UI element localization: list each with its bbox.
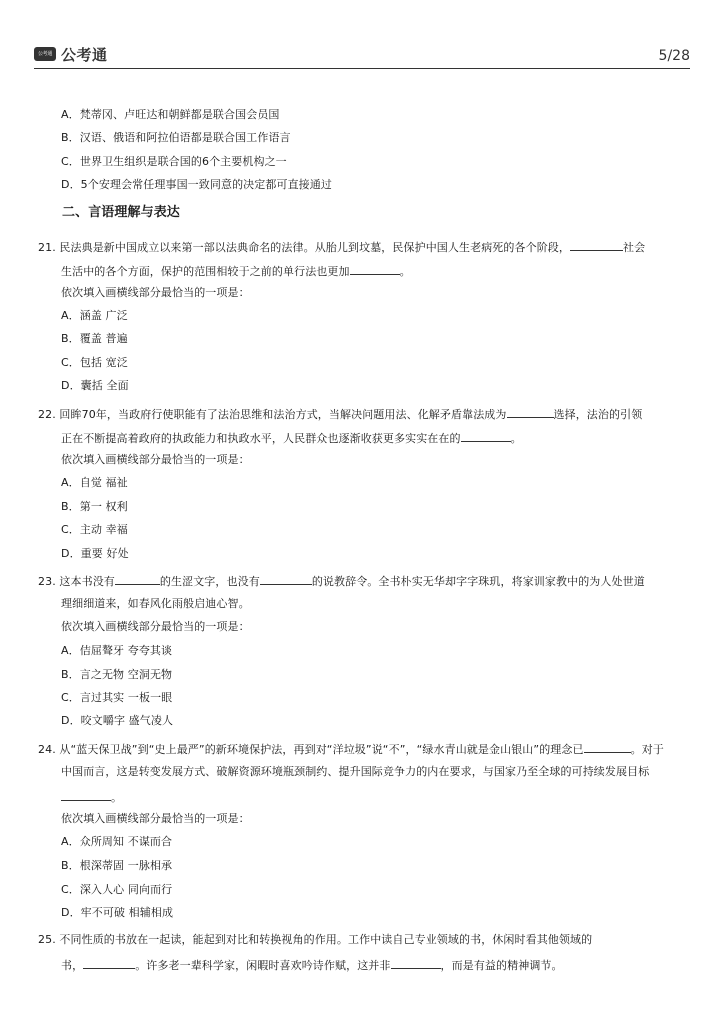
option-b: B．覆盖 普遍 — [61, 332, 128, 345]
question-text: 书， — [61, 959, 84, 972]
answer-blank — [115, 573, 160, 585]
answer-blank — [61, 789, 111, 801]
prev-option-d: D．5个安理会常任理事国一致同意的决定都可直接通过 — [61, 178, 332, 191]
question-number: 24. — [38, 743, 56, 756]
option-a: A．涵盖 广泛 — [61, 309, 128, 322]
page-number: 5/28 — [658, 48, 690, 64]
logo-text: 公考通 — [61, 45, 108, 64]
question-text: 。 — [111, 791, 123, 804]
question-23-line-2: 理细细道来，如春风化雨般启迪心智。 — [61, 597, 250, 610]
answer-blank — [260, 573, 312, 585]
option-c: C．言过其实 一板一眼 — [61, 691, 173, 704]
question-text: 民法典是新中国成立以来第一部以法典命名的法律。从胎儿到坟墓，民保护中国人生老病死的各个阶段， — [59, 241, 571, 254]
question-prompt: 依次填入画横线部分最恰当的一项是： — [61, 453, 250, 466]
question-22-line-1 — [38, 406, 642, 422]
answer-blank — [391, 957, 441, 969]
answer-blank — [350, 263, 400, 275]
question-text: 。 — [399, 265, 411, 278]
question-22-line-2 — [61, 430, 522, 446]
question-prompt: 依次填入画横线部分最恰当的一项是： — [61, 812, 250, 825]
prev-option-a: A．梵蒂冈、卢旺达和朝鲜都是联合国会员国 — [61, 108, 280, 121]
answer-blank — [461, 430, 511, 442]
option-d: D．重要 好处 — [61, 547, 129, 560]
question-number: 21. — [38, 241, 56, 254]
option-c: C．包括 宽泛 — [61, 356, 128, 369]
answer-blank — [584, 741, 631, 753]
option-a: A．众所周知 不谋而合 — [61, 835, 173, 848]
page-header — [34, 44, 690, 69]
option-c: C．主动 幸福 — [61, 523, 128, 536]
question-text: 。对于 — [630, 743, 664, 756]
option-d: D．咬文嚼字 盛气凌人 — [61, 714, 174, 727]
question-text: 生活中的各个方面，保护的范围相较于之前的单行法也更加 — [61, 265, 350, 278]
question-24-line-3 — [61, 789, 122, 805]
question-prompt: 依次填入画横线部分最恰当的一项是： — [61, 620, 250, 633]
question-text: 。 — [510, 432, 522, 445]
option-b: B．根深蒂固 一脉相承 — [61, 859, 173, 872]
question-24-line-1 — [38, 741, 664, 757]
question-number: 23. — [38, 575, 56, 588]
question-25-line-1 — [38, 933, 592, 947]
logo — [34, 44, 108, 64]
section-title: 二、言语理解与表达 — [62, 205, 180, 220]
logo-badge: 公考通 — [34, 47, 56, 61]
question-text: 的生涩文字，也没有 — [159, 575, 260, 588]
question-text: 正在不断提高着政府的执政能力和执政水平，人民群众也逐渐收获更多实实在在的 — [61, 432, 461, 445]
option-d: D．牢不可破 相辅相成 — [61, 906, 174, 919]
answer-blank — [83, 957, 135, 969]
option-b: B．第一 权利 — [61, 500, 128, 513]
question-number: 25. — [38, 933, 56, 946]
question-21-line-1 — [38, 239, 645, 255]
question-text: 这本书没有 — [59, 575, 115, 588]
question-text: 选择，法治的引领 — [553, 408, 643, 421]
question-prompt: 依次填入画横线部分最恰当的一项是： — [61, 286, 250, 299]
question-text: 不同性质的书放在一起读，能起到对比和转换视角的作用。工作中读自己专业领域的书，休闲时看其他领域的 — [59, 933, 593, 946]
option-a: A．自觉 福祉 — [61, 476, 128, 489]
question-text: 从“蓝天保卫战”到“史上最严”的新环境保护法，再到对“洋垃圾”说“不”，“绿水青山就是金山银山”的理念已 — [59, 743, 584, 756]
question-23-line-1 — [38, 573, 645, 589]
prev-option-c: C．世界卫生组织是联合国的6个主要机构之一 — [61, 155, 287, 168]
question-text: 回眸70年，当政府行使职能有了法治思维和法治方式，当解决问题用法、化解矛盾靠法成为 — [59, 408, 507, 421]
question-text: 的说教辞令。全书朴实无华却字字珠玑，将家训家教中的为人处世道 — [311, 575, 645, 588]
question-text: ，而是有益的精神调节。 — [440, 959, 563, 972]
question-number: 22. — [38, 408, 56, 421]
question-text: 。许多老一辈科学家，闲暇时喜欢吟诗作赋，这并非 — [135, 959, 391, 972]
question-25-line-2 — [61, 957, 563, 973]
question-text: 社会 — [623, 241, 646, 254]
option-d: D．囊括 全面 — [61, 379, 129, 392]
answer-blank — [570, 239, 623, 251]
option-c: C．深入人心 同向而行 — [61, 883, 173, 896]
question-21-line-2 — [61, 263, 411, 279]
option-b: B．言之无物 空洞无物 — [61, 668, 173, 681]
question-24-line-2: 中国而言，这是转变发展方式、破解资源环境瓶颈制约、提升国际竞争力的内在要求，与国家乃至全球的可持续发展目标 — [61, 765, 650, 778]
option-a: A．佶屈聱牙 夸夸其谈 — [61, 644, 173, 657]
answer-blank — [507, 406, 554, 418]
prev-option-b: B．汉语、俄语和阿拉伯语都是联合国工作语言 — [61, 131, 291, 144]
